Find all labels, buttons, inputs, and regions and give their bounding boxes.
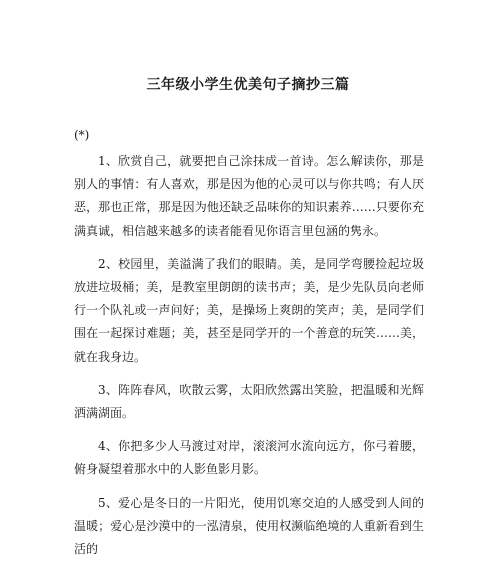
paragraph-1: 1、欣赏自己，就要把自己涂抹成一首诗。怎么解读你，那是别人的事情：有人喜欢，那是因为他的心灵可以与你共鸣；有人厌恶，那也正常，那是因为他还缺乏品味你的知识素养……只要你充满真诚，相信越来越多的读者能看见你语言里包涵的隽永。 xyxy=(74,154,424,238)
document-title: 三年级小学生优美句子摘抄三篇 xyxy=(146,77,350,93)
paragraph-4: 4、你把多少人马渡过对岸，滚滚河水流向远方，你弓着腰，俯身凝望着那水中的人影鱼影月影。 xyxy=(74,439,424,477)
paragraph-3: 3、阵阵春风，吹散云雾，太阳欣然露出笑脸，把温暖和光辉洒满湖面。 xyxy=(74,382,424,421)
paragraph-2: 2、校园里，美溢满了我们的眼睛。美，是同学弯腰捡起垃圾放进垃圾桶；美，是教室里朗朗的读书声；美，是少先队员向老师行一个队礼或一声问好；美，是操场上爽朗的笑声；美，是同学们围在一起探讨难题；美，甚至是同学开的一个善意的玩笑……美，就在我身边。 xyxy=(74,256,424,364)
paragraph-5: 5、爱心是冬日的一片阳光，使用饥寒交迫的人感受到人间的温暖；爱心是沙漠中的一泓清泉，使用权濒临绝境的人重新看到生活的 xyxy=(74,495,424,557)
section-marker: (*) xyxy=(74,128,90,142)
document-body xyxy=(74,150,424,571)
